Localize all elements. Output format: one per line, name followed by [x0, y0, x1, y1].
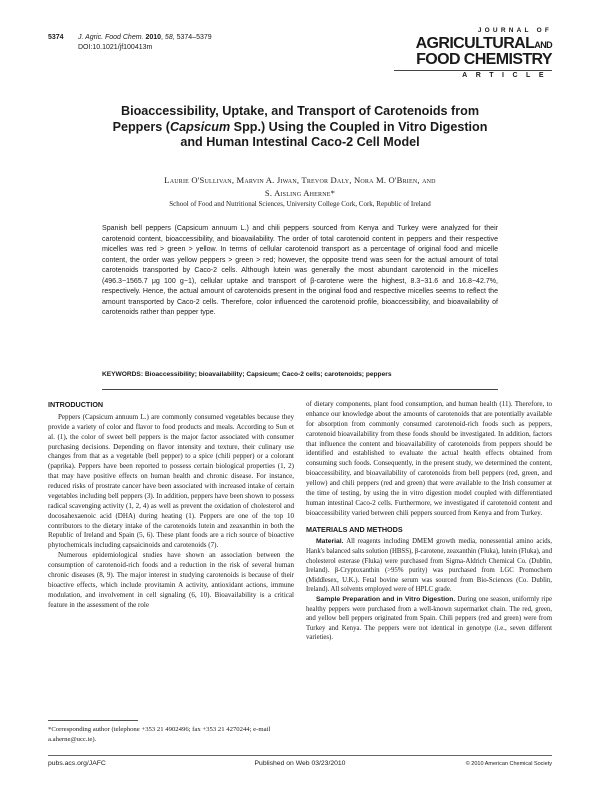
title-line-2-pre: Peppers ( — [112, 119, 170, 134]
copyright: © 2010 American Chemical Society — [465, 761, 552, 767]
logo-line-food-chemistry: FOOD CHEMISTRY — [416, 50, 552, 68]
article-title — [60, 104, 540, 151]
keywords-label: KEYWORDS: — [102, 371, 144, 378]
journal-year: 2010 — [145, 34, 162, 41]
journal-name: J. Agric. Food Chem. — [78, 34, 144, 41]
intro-paragraph-1: Peppers (Capsicum annuum L.) are commonly consumed vegetables because they provide a variety of color and flavor to food products and meals. According to Sun et al. (1), the color of sweet bell peppers is the major factor associated with consumer purchasing decisions. Depending on flavor intensity and texture, their culinary use changes from that as a vegetable (bell pepper) to a spice (chili pepper) or a colorant (paprika). Peppers have been reported to possess certain biological properties (1, 2) that may have positive effects on human health and chronic disease. For instance, reduced risks of prostrate cancer have been associated with increased intake of certain vegetables including bell peppers (3). In addition, peppers have been shown to possess radical scavenging activity (1, 2, 4) as well as prevent the oxidation of cholesterol and docosahexaenoic acid (DHA) during heating (1). Peppers are one of the top 10 contributors to the dietary intake of the carotenoids lutein and zeaxanthin in both the Republic of Ireland and Spain (5, 6). These plant foods are a rich source of bioactive phytochemicals including capsaicinoids and carotenoids (7). — [48, 412, 294, 550]
logo-line-article: ARTICLE — [462, 71, 552, 79]
logo-line-agricultural — [394, 36, 552, 52]
materials-paragraph — [306, 537, 552, 595]
authors-line-2: S. Aisling Aherne* — [264, 188, 336, 198]
title-line-3: and Human Intestinal Caco-2 Cell Model — [180, 135, 420, 149]
publication-date: Published on Web 03/23/2010 — [254, 760, 346, 767]
logo-agricultural: AGRICULTURAL — [415, 34, 535, 52]
sample-label: Sample Preparation and in Vitro Digestion. — [316, 595, 456, 603]
materials-label: Material. — [316, 538, 344, 546]
affiliation: School of Food and Nutritional Sciences, University College Cork, Cork, Republic of Ireland — [169, 200, 431, 208]
materials-text: All reagents including DMEM growth media, nonessential amino acids, Hank's balanced salts solution (HBSS), β-carotene, zeaxanthin (Fluka), lutein (Fluka), and cholesterol esterase (Fluka) were purchased from Sigma-Aldrich Chemical Co. (Dublin, Ireland). β-Cryptoxanthin (>95% purity) was purchased from LGC Promochem (Middlesex, U.K.). Fetal bovine serum was sourced from Bio-Sciences (Co. Dublin, Ireland). All solvents employed were of HPLC grade. — [306, 538, 552, 594]
logo-line-journal-of: JOURNAL OF — [477, 27, 552, 34]
sample-text: During one season, uniformly ripe healthy peppers were purchased from a well-known supermarket chain. The red, green, and yellow bell peppers originated from Spain. Chili peppers (red and green) were from Turkey and Kenya. The peppers were not identical in genotype (i.e., seven different varieties). — [306, 595, 552, 642]
logo-and: AND — [534, 39, 552, 50]
title-line-2-italic: Capsicum — [169, 119, 231, 134]
logo-rule — [394, 70, 552, 71]
intro-paragraph-3: of dietary components, plant food consumption, and human health (11). Therefore, to enhance our knowledge about the amounts of carotenoids that are potentially available for absorption from commonly consumed carotenoid-rich foods such as peppers, carotenoid bioavailability from these foods should be investigated. In addition, factors that influence the content and bioavailability of carotenoids from peppers should be identified and established to evaluate the actual health effects obtained from consuming such foods. Consequently, in the present study, we determined the content, bioaccessibility, and bioavailability of carotenoids from bell peppers (red, green, and yellow) and chili peppers (red and green) that were available to the Irish consumer at the time of testing, by using the in vitro digestion model coupled with differentiated human intestinal Caco-2 cells. Furthermore, we investigated if carotenoid content and bioaccessibility varied between chili peppers sourced from Kenya and from Turkey. — [306, 400, 552, 517]
title-line-2 — [60, 120, 540, 136]
keywords — [102, 371, 498, 378]
authors-line-1: Laurie O'Sullivan, Marvin A. Jiwan, Trevor Daly, Nora M. O'Brien, and — [164, 175, 436, 185]
intro-heading: INTRODUCTION — [48, 400, 104, 409]
correspondence-footnote: *Corresponding author (telephone +353 21 4902496; fax +353 21 4270244; e-mail a.aherne@ucc.ie). — [48, 726, 271, 743]
methods-heading: MATERIALS AND METHODS — [306, 524, 403, 534]
page-number: 5374 — [48, 34, 64, 41]
left-column — [48, 400, 294, 610]
abstract: Spanish bell peppers (Capsicum annuum L.) and chili peppers sourced from Kenya and Turkey were analyzed for their carotenoid content, bioaccessibility, and bioavailability. The order of total carotenoid content in peppers and their respective micelles was red > green > yellow. In terms of cellular carotenoid transport as a percentage of original food and micelle content, the order was yellow peppers > green > red; however, the opposite trend was seen for the actual amount of total carotenoids transported by Caco-2 cells. Although lutein was generally the most abundant carotenoid in the micelles (496.3−1565.7 μg 100 g−1), cellular uptake and transport of β-carotene were the highest, 8.3−31.6 and 16.8−42.7%, respectively. Hence, the actual amount of carotenoids present in the original food and respective micelles seems to reflect the amount transported by Caco-2 cells. Therefore, color influenced the carotenoid profile, bioaccessibility, and bioavailability of carotenoids rather than pepper type. — [102, 225, 498, 316]
author-list — [80, 174, 520, 200]
right-column — [306, 400, 552, 643]
footer-divider — [48, 755, 552, 756]
journal-citation: J. Agric. Food Chem. 2010, 58, 5374–5379 — [78, 34, 212, 41]
journal-pages: 5374–5379 — [176, 34, 212, 41]
title-line-2-post: Spp.) Using the Coupled in Vitro Digestion — [230, 119, 488, 134]
journal-url[interactable]: pubs.acs.org/JAFC — [48, 760, 106, 767]
title-line-1: Bioaccessibility, Uptake, and Transport of Carotenoids from — [120, 104, 480, 118]
keywords-list: Bioaccessibility; bioavailability; Capsicum; Caco-2 cells; carotenoids; peppers — [144, 371, 392, 378]
sample-paragraph — [306, 595, 552, 643]
journal-logo — [394, 28, 552, 79]
footnote-rule — [48, 720, 138, 721]
keywords-divider — [102, 389, 498, 390]
journal-volume: 58 — [164, 34, 173, 41]
intro-paragraph-2: Numerous epidemiological studies have shown an association between the consumption of carotenoid-rich foods and a reduction in the risk of several human chronic diseases (8, 9). The major interest in studying carotenoids is because of their bioactive effects, which include provitamin A activity, antioxidant actions, immune modulation, and involvement in cell signaling (6, 10). Bioavailability is a critical feature in the assessment of the role — [48, 551, 294, 609]
doi: DOI:10.1021/jf100413m — [78, 44, 153, 51]
